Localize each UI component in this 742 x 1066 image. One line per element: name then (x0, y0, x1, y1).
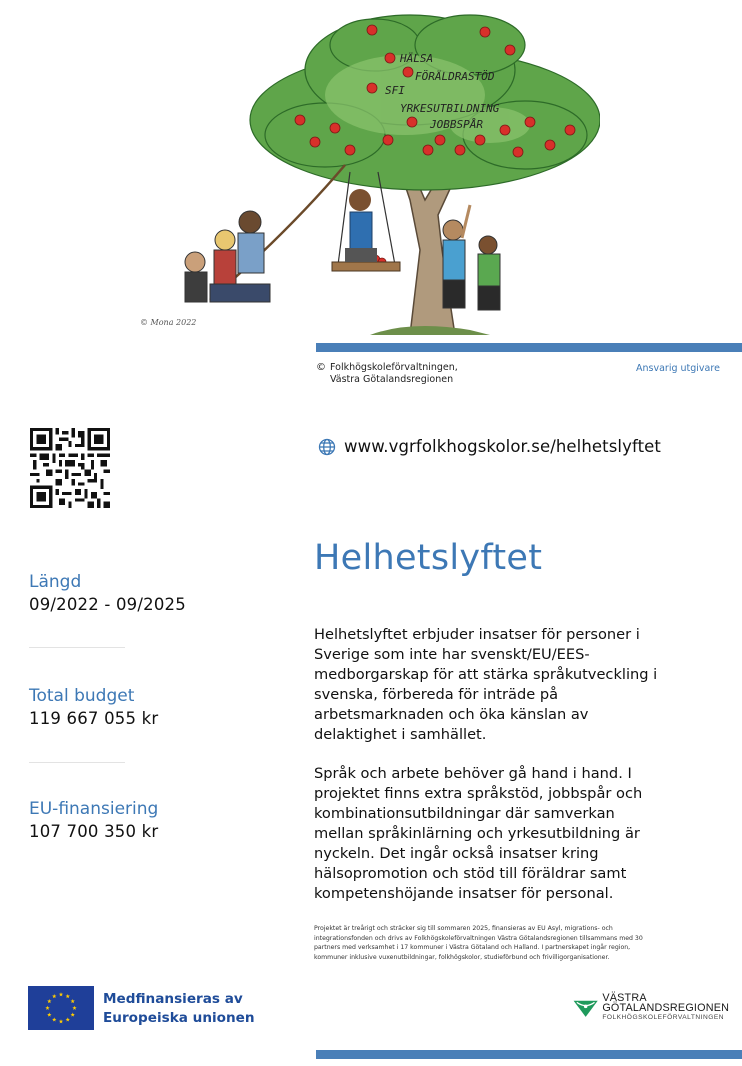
eu-cofunding-text (103, 990, 255, 1028)
eu-funding-label: EU-finansiering (29, 799, 159, 819)
bottom-accent-bar (316, 1050, 742, 1059)
fine-print: Projektet är treårigt och sträcker sig till sommaren 2025, finansieras av EU Asyl, migrations- och integrationsfonden och drivs av Folkhögskoleförvaltningen Västra Götalandsregionen tillsammans med 30 partners med verksamhet i 17 kommuner i Västra Götaland och Halland. I partnerskapet ingår region, kommuner inklusive vuxenutbildningar, folkhögskolor, studieförbund och frivilligorganisationer. (314, 925, 643, 961)
eu-funding-value: 107 700 350 kr (29, 822, 159, 841)
eu-text-line-2: Europeiska unionen (103, 1010, 255, 1026)
stat-divider (29, 647, 125, 648)
illustration-credit (316, 362, 458, 386)
description-paragraph-1: Helhetslyftet erbjuder insatser för personer i Sverige som inte har svenskt/EU/EES-medborgarskap för att stärka språkutveckling i svenska, förbereda för inträde på arbetsmarknaden och öka känslan av delaktighet i samhället. (314, 626, 658, 743)
duration-label: Längd (29, 572, 82, 592)
vgr-logo (572, 993, 742, 1022)
description (314, 625, 664, 923)
vgr-name: VÄSTRA GÖTALANDSREGIONEN (602, 992, 730, 1014)
page-title: Helhetslyftet (314, 538, 543, 578)
description-paragraph-2: Språk och arbete behöver gå hand i hand. I projektet finns extra språkstöd, jobbspår och kombinationsutbildningar där samverkan mellan språkinlärning och yrkesutbildning är nyckeln. Det ingår också insatser kring hälsopromotion och stöd till föräldrar samt kompetenshöjande insatser för personal. (314, 765, 643, 902)
tree-label-halsa: HÄLSA (400, 52, 434, 65)
website-link[interactable] (318, 437, 661, 456)
globe-icon (318, 438, 336, 456)
copyright-symbol: © (316, 362, 326, 373)
duration-value: 09/2022 - 09/2025 (29, 595, 186, 614)
tree-label-sfi: SFI (385, 84, 405, 97)
qr-code-icon[interactable] (30, 428, 110, 508)
publisher-label: Ansvarig utgivare (636, 363, 720, 374)
eu-text-line-1: Medfinansieras av (103, 991, 243, 1007)
tree-label-yrkesutbildning: YRKESUTBILDNING (400, 102, 500, 115)
tree-illustration (110, 0, 600, 335)
website-url[interactable]: www.vgrfolkhogskolor.se/helhetslyftet (344, 437, 661, 456)
top-accent-bar (316, 343, 742, 352)
artist-signature: © Mona 2022 (140, 318, 197, 327)
vgr-logo-icon (572, 995, 599, 1021)
budget-label: Total budget (29, 686, 135, 706)
vgr-subname: FOLKHÖGSKOLEFÖRVALTNINGEN (602, 1014, 725, 1021)
vgr-logo-text (602, 993, 742, 1022)
tree-label-foraldrastod: FÖRÄLDRASTÖD (415, 70, 495, 83)
credit-line-2: Västra Götalandsregionen (330, 374, 454, 385)
budget-value: 119 667 055 kr (29, 709, 159, 728)
eu-flag-icon (28, 986, 94, 1030)
stat-divider (29, 762, 125, 763)
credit-line-1 (316, 362, 458, 374)
credit-text-1: Folkhögskoleförvaltningen, (330, 362, 458, 373)
tree-label-jobbspar: JOBBSPÅR (430, 118, 483, 131)
